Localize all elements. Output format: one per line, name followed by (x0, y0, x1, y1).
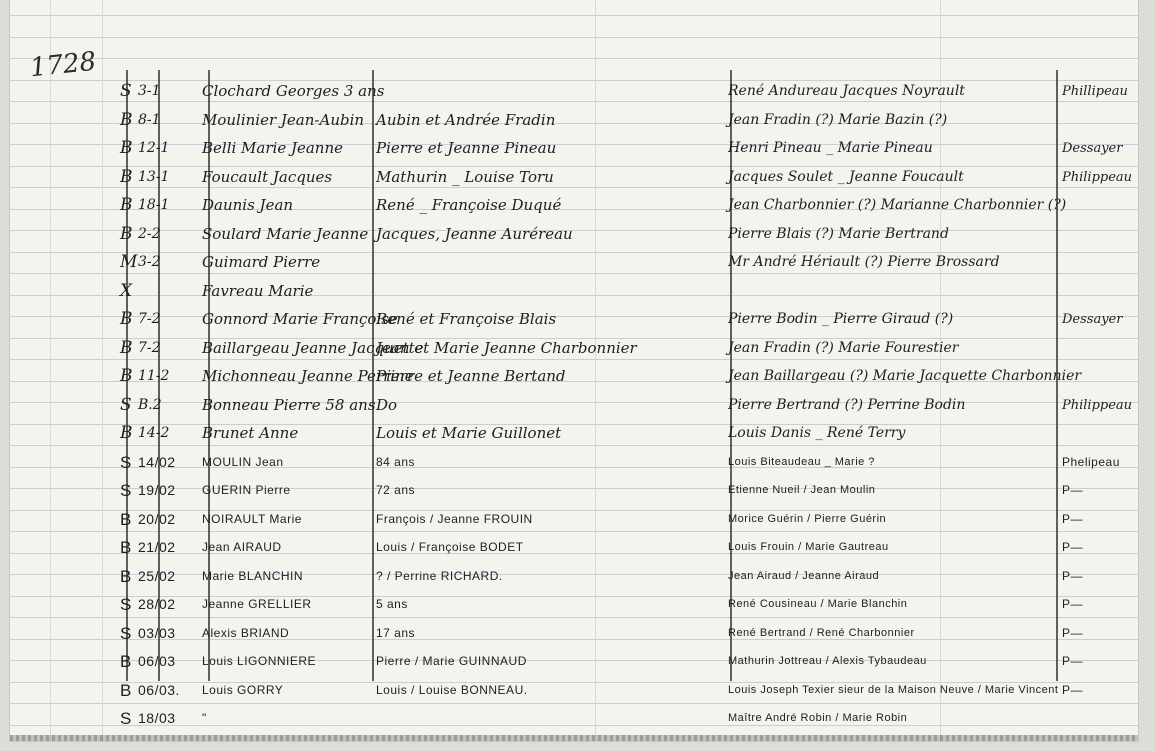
register-entry (10, 164, 1138, 191)
entry-date: 7-2 (138, 311, 161, 327)
entry-name: Jean AIRAUD (202, 540, 282, 554)
entry-parents: 72 ans (376, 483, 416, 497)
entry-priest: Dessayer (1062, 312, 1123, 327)
entry-name: Favreau Marie (202, 281, 314, 300)
entry-type: S (120, 481, 132, 500)
entry-name: Foucault Jacques (202, 167, 333, 186)
entry-witnesses: Pierre Bodin _ Pierre Giraud (?) (728, 311, 954, 327)
entry-priest: P— (1062, 654, 1084, 668)
register-entry (10, 363, 1138, 390)
entry-witnesses: Etienne Nueil / Jean Moulin (728, 484, 876, 496)
entry-name: GUERIN Pierre (202, 483, 291, 497)
entry-witnesses: Jean Fradin (?) Marie Bazin (?) (728, 111, 948, 128)
entry-parents: Pierre et Jeanne Bertand (376, 367, 566, 385)
entry-type: B (120, 309, 133, 329)
entry-date: 25/02 (138, 567, 176, 584)
entry-type: B (120, 109, 133, 130)
entry-date: 13-1 (138, 168, 170, 185)
register-entry (10, 221, 1138, 248)
entry-type: B (120, 223, 133, 244)
register-entry (10, 278, 1138, 305)
entry-priest: P— (1062, 483, 1084, 497)
ruled-line (10, 15, 1138, 16)
entry-date: 18/03 (138, 710, 176, 726)
entry-type: B (120, 566, 132, 586)
register-entry (10, 306, 1138, 333)
entry-name: Soulard Marie Jeanne (202, 224, 369, 243)
entry-date: 3-2 (138, 254, 161, 270)
entry-witnesses: Pierre Blais (?) Marie Bertrand (728, 225, 949, 242)
entry-witnesses: René Bertrand / René Charbonnier (728, 626, 915, 639)
entry-witnesses: Jean Fradin (?) Marie Fourestier (728, 339, 959, 356)
entry-parents: Louis et Marie Guillonet (376, 424, 562, 442)
entry-name: Baillargeau Jeanne Jacquette (202, 338, 424, 357)
entry-witnesses: Louis Danis _ René Terry (728, 425, 906, 441)
entry-type: B (120, 538, 132, 557)
entry-date: 2-2 (138, 225, 161, 242)
entry-witnesses: Louis Frouin / Marie Gautreau (728, 541, 889, 553)
register-entry (10, 563, 1138, 590)
entry-type: X (120, 280, 133, 301)
register-page (10, 0, 1138, 741)
entry-date: 06/03. (138, 681, 180, 698)
entry-type: S (120, 81, 132, 101)
entry-name: NOIRAULT Marie (202, 511, 302, 526)
entry-type: S (120, 709, 132, 728)
year-heading: 1728 (28, 46, 98, 84)
register-entry (10, 677, 1138, 704)
entry-parents: Do (376, 395, 398, 414)
entry-witnesses: Jean Baillargeau (?) Marie Jacquette Charbonnier (728, 368, 1082, 384)
register-entry (10, 78, 1138, 105)
entry-date: 14/02 (138, 453, 176, 470)
entry-witnesses: Mr André Hériault (?) Pierre Brossard (728, 254, 1000, 270)
register-entry (10, 449, 1138, 476)
entry-date: 03/03 (138, 624, 176, 641)
entry-type: S (120, 595, 132, 614)
entry-parents: 5 ans (376, 597, 408, 611)
entry-priest: P— (1062, 597, 1084, 611)
entry-witnesses: Morice Guérin / Pierre Guérin (728, 512, 887, 525)
entry-type: S (120, 452, 132, 472)
entry-parents: ? / Perrine RICHARD. (376, 568, 503, 583)
entry-parents: Louis / Louise BONNEAU. (376, 682, 528, 697)
register-entry (10, 392, 1138, 419)
entry-witnesses: René Andureau Jacques Noyrault (728, 83, 965, 99)
entry-witnesses: Louis Joseph Texier sieur de la Maison Neuve / Marie Vincent (728, 683, 1059, 696)
entry-priest: P— (1062, 625, 1084, 640)
entry-name: Alexis BRIAND (202, 625, 290, 640)
entry-witnesses: Jean Charbonnier (?) Marianne Charbonnier (?) (728, 197, 1067, 213)
entry-name: Belli Marie Jeanne (202, 139, 344, 157)
entry-name: Marie BLANCHIN (202, 568, 304, 583)
entry-date: 20/02 (138, 510, 176, 527)
entry-witnesses: Louis Biteaudeau _ Marie ? (728, 455, 875, 468)
entry-date: 19/02 (138, 482, 176, 498)
entry-witnesses: Mathurin Jottreau / Alexis Tybaudeau (728, 655, 927, 667)
entry-date: 28/02 (138, 596, 176, 612)
register-entry (10, 135, 1138, 162)
entry-date: 14-2 (138, 425, 170, 441)
entry-name: Moulinier Jean-Aubin (202, 110, 365, 129)
entry-parents: Mathurin _ Louise Toru (376, 167, 554, 186)
entry-date: 7-2 (138, 339, 161, 356)
register-entry (10, 506, 1138, 533)
entry-type: B (120, 680, 132, 700)
entry-priest: Philippeau (1062, 169, 1133, 185)
entry-priest: Phillipeau (1062, 84, 1128, 99)
entry-name: Louis GORRY (202, 682, 284, 697)
entry-priest: P— (1062, 511, 1084, 526)
entry-type: B (120, 195, 133, 215)
entry-type: S (120, 394, 132, 415)
entry-witnesses: Henri Pineau _ Marie Pineau (728, 140, 933, 156)
entry-type: B (120, 652, 132, 671)
entry-witnesses: Maître André Robin / Marie Robin (728, 712, 908, 724)
entry-witnesses: Jean Airaud / Jeanne Airaud (728, 569, 880, 582)
register-entry (10, 107, 1138, 134)
entry-parents: Louis / Françoise BODET (376, 540, 524, 554)
register-entry (10, 648, 1138, 675)
entry-parents: Aubin et Andrée Fradin (376, 110, 556, 129)
entry-type: S (120, 623, 132, 643)
entry-type: B (120, 166, 133, 187)
entry-type: M (120, 252, 138, 272)
entry-date: 11-2 (138, 368, 170, 384)
entry-witnesses: René Cousineau / Marie Blanchin (728, 598, 908, 610)
entry-date: 8-1 (138, 111, 161, 128)
entry-priest: P— (1062, 540, 1084, 554)
entry-date: 12-1 (138, 140, 170, 156)
entry-name: Guimard Pierre (202, 253, 321, 271)
entry-name: Gonnord Marie Françoise (202, 310, 398, 328)
entry-name: MOULIN Jean (202, 454, 284, 469)
entry-name: Jeanne GRELLIER (202, 597, 312, 611)
register-entry (10, 477, 1138, 504)
entry-name: Michonneau Jeanne Perrine (202, 367, 414, 385)
entry-parents: René et Françoise Blais (376, 310, 557, 328)
entry-witnesses: Pierre Bertrand (?) Perrine Bodin (728, 396, 966, 413)
entry-name: Louis LIGONNIERE (202, 654, 317, 668)
entry-priest: P— (1062, 682, 1084, 697)
register-entry (10, 534, 1138, 561)
register-entry (10, 249, 1138, 276)
entry-type: B (120, 366, 133, 386)
entry-witnesses: Jacques Soulet _ Jeanne Foucault (728, 168, 964, 185)
entry-parents: René _ Françoise Duqué (376, 196, 562, 214)
entry-name: Bonneau Pierre 58 ans (202, 395, 376, 414)
entry-parents: Pierre et Jeanne Pineau (376, 139, 557, 157)
entry-parents: 84 ans (376, 454, 416, 469)
entry-priest: Philippeau (1062, 397, 1133, 413)
register-entry (10, 620, 1138, 647)
entry-date: B.2 (138, 396, 162, 413)
entry-name: Daunis Jean (202, 196, 294, 214)
entry-date: 21/02 (138, 539, 176, 555)
entry-priest: Dessayer (1062, 141, 1123, 156)
entry-priest: P— (1062, 568, 1084, 583)
entry-name: Brunet Anne (202, 424, 299, 442)
entry-type: B (120, 138, 133, 158)
entry-parents: Jean et Marie Jeanne Charbonnier (376, 338, 637, 357)
entry-date: 3-1 (138, 83, 161, 99)
entry-name: " (202, 711, 207, 725)
ruled-line (10, 37, 1138, 38)
entry-parents: Jacques, Jeanne Auréreau (376, 224, 573, 243)
entry-parents: François / Jeanne FROUIN (376, 511, 533, 526)
entry-type: B (120, 423, 133, 443)
ruled-line (10, 58, 1138, 59)
register-entry (10, 192, 1138, 219)
entry-name: Clochard Georges 3 ans (202, 82, 385, 100)
entry-parents: 17 ans (376, 625, 416, 640)
register-entry (10, 705, 1138, 732)
entry-type: B (120, 337, 133, 358)
entry-date: 18-1 (138, 197, 170, 213)
entry-priest: Phelipeau (1062, 454, 1120, 469)
entry-type: B (120, 509, 132, 529)
entry-parents: Pierre / Marie GUINNAUD (376, 654, 527, 668)
register-entry (10, 420, 1138, 447)
entry-date: 06/03 (138, 653, 176, 669)
register-entry (10, 591, 1138, 618)
register-entry (10, 335, 1138, 362)
